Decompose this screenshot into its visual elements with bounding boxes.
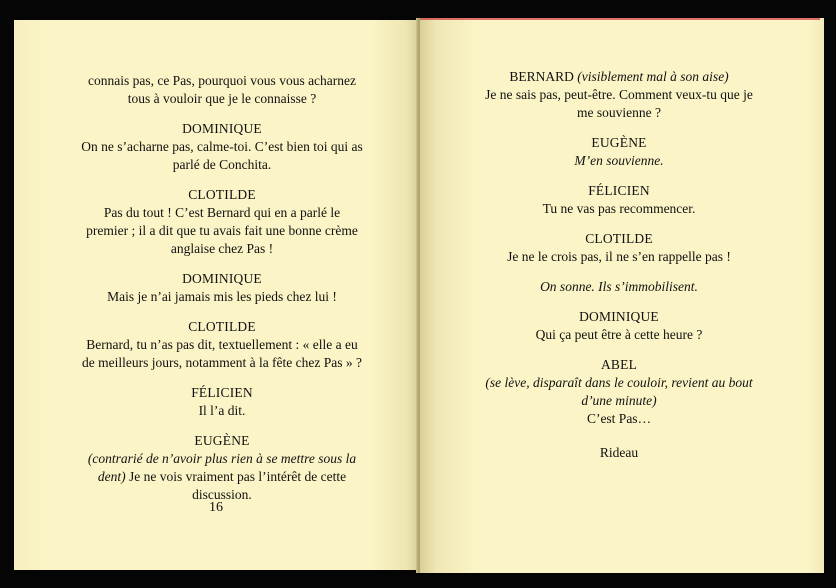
- stage-direction: dent): [97, 469, 126, 484]
- dialogue-line: me souvienne ?: [577, 105, 661, 120]
- dialogue-line: On ne s’acharne pas, calme-toi. C’est bien toi qui as: [81, 139, 363, 154]
- dialogue-line: Mais je n’ai jamais mis les pieds chez lui !: [107, 289, 337, 304]
- dialogue-line: Je ne le crois pas, il ne s’en rappelle pas !: [507, 249, 731, 264]
- dialogue-line: anglaise chez Pas !: [170, 241, 274, 256]
- dialogue-line: tous à vouloir que je le connaisse ?: [127, 91, 317, 106]
- speaker-line: [460, 68, 778, 86]
- dialogue-line: discussion.: [192, 487, 252, 502]
- dialogue-line: Qui ça peut être à cette heure ?: [535, 327, 703, 342]
- dialogue-line: Il l’a dit.: [198, 403, 246, 418]
- dialogue-line: C’est Pas…: [586, 411, 652, 426]
- speaker-name: DOMINIQUE: [579, 309, 659, 324]
- speaker-name: FÉLICIEN: [588, 183, 650, 198]
- speaker-name: CLOTILDE: [585, 231, 653, 246]
- speaker-name: DOMINIQUE: [182, 121, 262, 136]
- speaker-name: DOMINIQUE: [182, 271, 262, 286]
- dialogue-line: Pas du tout ! C’est Bernard qui en a parlé le: [103, 205, 341, 220]
- dialogue-line: de meilleurs jours, notamment à la fête chez Pas » ?: [81, 355, 363, 370]
- speaker-name: CLOTILDE: [188, 187, 256, 202]
- dialogue-line: M’en souvienne.: [574, 153, 664, 168]
- stage-direction: (contrarié de n’avoir plus rien à se mettre sous la: [87, 451, 357, 466]
- left-page: [14, 20, 418, 570]
- speaker-name: CLOTILDE: [188, 319, 256, 334]
- right-page-text: [420, 68, 824, 462]
- right-page: [420, 18, 824, 573]
- speaker-name: ABEL: [600, 357, 638, 372]
- dialogue-line: connais pas, ce Pas, pourquoi vous vous acharnez: [87, 73, 357, 88]
- stage-direction: d’une minute): [581, 393, 657, 408]
- dialogue-line: premier ; il a dit que tu avais fait une bonne crème: [86, 223, 358, 238]
- speaker-name: EUGÈNE: [194, 433, 250, 448]
- dialogue-line: Bernard, tu n’as pas dit, textuellement : « elle a eu: [86, 337, 358, 352]
- dialogue-line: parlé de Conchita.: [172, 157, 272, 172]
- dialogue-line: Tu ne vas pas recommencer.: [542, 201, 696, 216]
- dialogue-text: Je ne vois vraiment pas l’intérêt de cette: [125, 469, 347, 484]
- speaker-name: EUGÈNE: [591, 135, 647, 150]
- curtain-line: Rideau: [599, 445, 639, 460]
- page-number: 16: [209, 500, 223, 515]
- dialogue-line: [64, 468, 380, 486]
- dialogue-line: Je ne sais pas, peut-être. Comment veux-tu que je: [485, 87, 753, 102]
- speaker-name: BERNARD: [509, 69, 574, 84]
- speaker-name: FÉLICIEN: [191, 385, 253, 400]
- page-edge-mark: [420, 18, 820, 20]
- left-page-text: [14, 72, 418, 504]
- stage-direction: On sonne. Ils s’immobilisent.: [540, 279, 698, 294]
- stage-direction: (visiblement mal à son aise): [573, 69, 729, 84]
- stage-direction: (se lève, disparaît dans le couloir, revient au bout: [485, 375, 753, 390]
